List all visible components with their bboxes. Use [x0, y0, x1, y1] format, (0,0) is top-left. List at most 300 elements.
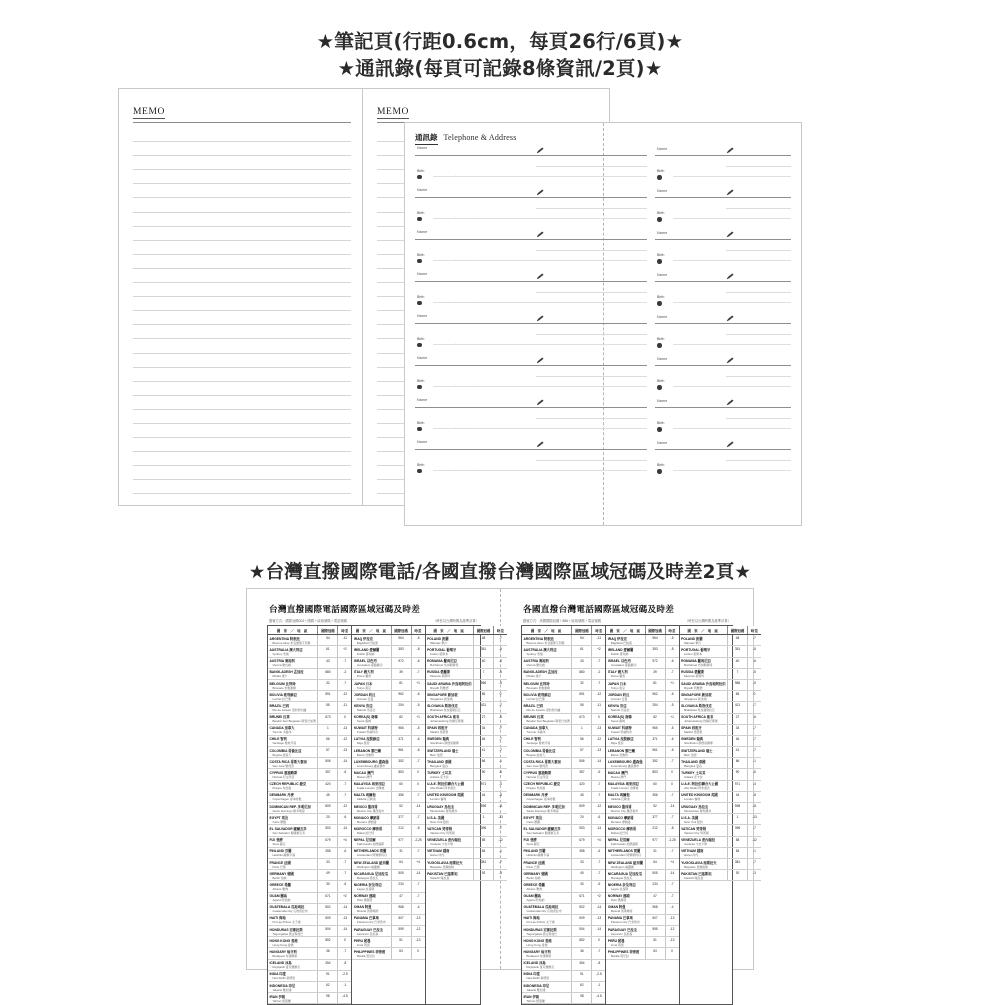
- country-name: GUATEMALA 瓜地馬拉: [523, 905, 559, 910]
- country-name: INDIA 印度: [269, 972, 286, 977]
- time-difference: -7: [411, 669, 425, 679]
- telephone-right-note-timebase: （時差以台灣時間為基準計算）: [684, 619, 731, 623]
- address-birth-row[interactable]: [415, 293, 647, 313]
- country-name: PORTUGAL 葡萄牙: [427, 647, 457, 652]
- city-name: Brussels 布魯塞爾: [272, 685, 296, 690]
- telephone-table-row: [426, 702, 507, 713]
- header-country: 國 家 ／ 地 區: [609, 628, 642, 633]
- address-name-row[interactable]: [655, 397, 791, 408]
- telephone-table-row: [268, 635, 351, 646]
- memo-line[interactable]: [133, 283, 351, 297]
- country-name: ISRAEL 以色列: [607, 659, 631, 664]
- address-birth-row[interactable]: [415, 461, 647, 481]
- country-code: 40: [727, 658, 747, 668]
- address-name-row[interactable]: [415, 397, 647, 408]
- country-cell: [352, 658, 390, 668]
- country-name: NIGERIA 奈及利亞: [353, 882, 382, 887]
- memo-title-rule: [133, 122, 351, 123]
- address-detail-line[interactable]: [536, 198, 647, 209]
- address-name-row[interactable]: [415, 439, 647, 450]
- telephone-table-row: [606, 937, 678, 948]
- city-name: Seoul 漢城: [356, 719, 371, 724]
- time-difference: 0: [337, 714, 351, 724]
- country-cell: [352, 736, 390, 746]
- memo-line[interactable]: [133, 368, 351, 382]
- time-difference: -7: [665, 814, 679, 824]
- telephone-table-row: [352, 948, 424, 959]
- date-separator: .: [477, 424, 479, 429]
- telephone-table-row: [352, 870, 424, 881]
- country-name: PHILIPPINES 菲律賓: [353, 950, 386, 955]
- city-name: Santo Domingo 聖多明哥: [272, 808, 305, 813]
- city-name: New York 紐約: [684, 819, 703, 824]
- address-birth-line[interactable]: [433, 386, 647, 387]
- memo-line[interactable]: [133, 424, 351, 438]
- country-code: 507: [391, 915, 411, 925]
- telephone-table-row: [352, 848, 424, 859]
- country-cell: [268, 848, 317, 858]
- country-code: 91: [317, 971, 337, 981]
- address-birth-row[interactable]: [655, 209, 791, 229]
- country-cell: [522, 915, 571, 925]
- time-difference: -7: [411, 881, 425, 891]
- country-cell: [352, 669, 390, 679]
- memo-line[interactable]: [133, 452, 351, 466]
- country-cell: [268, 714, 317, 724]
- country-code: 66: [473, 758, 493, 768]
- memo-line[interactable]: [133, 382, 351, 396]
- address-name-row[interactable]: [655, 313, 791, 324]
- country-cell: [522, 658, 571, 668]
- memo-line[interactable]: [133, 255, 351, 269]
- time-difference: -2.5: [337, 971, 351, 981]
- country-cell: [606, 881, 644, 891]
- memo-line[interactable]: [133, 227, 351, 241]
- telephone-left-note-dial: 撥號方式：國際冠碼002＋國碼＋區域號碼＋電話號碼: [269, 619, 348, 623]
- address-birth-line[interactable]: [673, 386, 791, 387]
- time-difference: -6: [591, 848, 605, 858]
- city-name: Belgrade 貝爾格勒: [430, 864, 454, 869]
- address-entry: [415, 229, 647, 271]
- telephone-right-title: 各國直撥台灣電話國際區域冠碼及時差: [523, 605, 675, 615]
- country-cell: [606, 948, 644, 958]
- city-name: Lagos 拉哥斯: [610, 886, 629, 891]
- country-code: 421: [727, 702, 747, 712]
- country-cell: [522, 736, 571, 746]
- country-cell: [352, 814, 390, 824]
- country-code: 48: [727, 635, 747, 645]
- city-name: Reykjavik 雷克雅維克: [272, 965, 301, 970]
- country-name: PORTUGAL 葡萄牙: [681, 647, 711, 652]
- address-entry: [655, 355, 791, 397]
- time-difference: -13: [747, 814, 761, 824]
- cake-icon: [417, 217, 422, 222]
- telephone-table-row: [268, 736, 351, 747]
- country-name: HAITI 海地: [523, 916, 540, 921]
- country-name: SWITZERLAND 瑞士: [681, 748, 713, 753]
- country-cell: [522, 837, 571, 847]
- country-cell: [680, 680, 727, 690]
- city-name: New Delhi 新德里: [272, 976, 296, 981]
- country-cell: [426, 803, 473, 813]
- city-name: Budapest 布達佩斯: [526, 954, 552, 959]
- address-birth-line[interactable]: [433, 428, 647, 429]
- address-entry: [655, 229, 791, 271]
- address-detail-line[interactable]: [536, 240, 647, 251]
- country-code: 58: [727, 837, 747, 847]
- address-detail-line[interactable]: [536, 408, 647, 419]
- city-name: Suva 蘇瓦: [526, 842, 540, 847]
- telephone-table-row: [352, 702, 424, 713]
- address-name-row[interactable]: [415, 187, 647, 198]
- country-code: 507: [645, 915, 665, 925]
- country-name: SOUTH AFRICA 南非: [681, 715, 714, 720]
- memo-line[interactable]: [133, 480, 351, 494]
- city-name: Kuala Lumpur 吉隆坡: [610, 786, 639, 791]
- address-birth-row[interactable]: [415, 251, 647, 271]
- telephone-table-row: [680, 725, 761, 736]
- address-birth-row[interactable]: [415, 209, 647, 229]
- country-name: U.S.A. 美國: [427, 815, 445, 820]
- country-name: BELGIUM 比利時: [523, 681, 550, 686]
- city-name: Luxembourg 盧森堡市: [610, 763, 640, 768]
- city-name: Stockholm 斯德哥爾摩: [430, 741, 459, 746]
- address-birth-row[interactable]: [655, 377, 791, 397]
- telephone-table-row: [522, 825, 605, 836]
- country-code: 356: [645, 792, 665, 802]
- country-cell: [352, 926, 390, 936]
- city-name: Santo Domingo 聖多明哥: [526, 808, 559, 813]
- address-birth-line[interactable]: [433, 260, 647, 261]
- time-difference: -4.5: [591, 993, 605, 1003]
- address-title-cn: 通訊錄: [415, 132, 438, 145]
- telephone-right-table: [521, 625, 759, 1005]
- country-code: 64: [645, 859, 665, 869]
- memo-line[interactable]: [133, 170, 351, 184]
- country-name: EL SALVADOR 薩爾瓦多: [523, 826, 561, 831]
- city-name: Nairobi 奈洛比: [610, 707, 630, 712]
- cake-icon: [657, 301, 662, 306]
- country-cell: [268, 859, 317, 869]
- address-name-row[interactable]: [655, 145, 791, 156]
- city-name: Valletta 瓦勒他: [356, 797, 376, 802]
- address-detail-line[interactable]: [536, 450, 647, 461]
- memo-line[interactable]: [133, 142, 351, 156]
- telephone-table-row: [606, 904, 678, 915]
- address-birth-row[interactable]: [655, 167, 791, 187]
- address-detail-line[interactable]: [726, 240, 791, 251]
- memo-title: MEMO: [133, 107, 165, 117]
- date-separator: .: [477, 298, 479, 303]
- address-entry: [415, 439, 647, 481]
- country-cell: [352, 848, 390, 858]
- time-difference: -8: [747, 646, 761, 656]
- memo-line[interactable]: [133, 297, 351, 311]
- address-detail-line[interactable]: [536, 282, 647, 293]
- header-code: 國際冠碼: [473, 626, 493, 634]
- country-name: THAILAND 泰國: [681, 759, 706, 764]
- address-name-row[interactable]: [655, 271, 791, 282]
- telephone-table-row: [680, 658, 761, 669]
- country-name: JAPAN 日本: [607, 681, 627, 686]
- telephone-table-row: [606, 926, 678, 937]
- time-difference: -7: [411, 893, 425, 903]
- country-code: 51: [645, 937, 665, 947]
- pen-icon: [726, 147, 735, 154]
- memo-line[interactable]: [133, 311, 351, 325]
- address-birth-line[interactable]: [433, 344, 647, 345]
- time-difference: -12: [337, 803, 351, 813]
- address-name-row[interactable]: [415, 355, 647, 366]
- country-code: 965: [645, 725, 665, 735]
- country-cell: [522, 848, 571, 858]
- city-name: Rome 羅馬: [356, 674, 372, 679]
- telephone-table-row: [522, 948, 605, 959]
- country-cell: [606, 702, 644, 712]
- country-cell: [680, 635, 727, 645]
- date-separator: .: [695, 424, 697, 430]
- address-name-row[interactable]: [415, 271, 647, 282]
- address-name-row[interactable]: [415, 145, 647, 156]
- country-cell: [606, 736, 644, 746]
- time-difference: -6: [591, 814, 605, 824]
- country-name: IRAQ 伊拉克: [353, 636, 373, 641]
- address-birth-line[interactable]: [673, 470, 791, 471]
- date-separator: .: [455, 466, 457, 471]
- address-name-row[interactable]: [655, 187, 791, 198]
- country-cell: [522, 926, 571, 936]
- country-name: FRANCE 法國: [523, 860, 545, 865]
- memo-line[interactable]: [133, 339, 351, 353]
- telephone-table-row: [268, 937, 351, 948]
- country-code: 61: [317, 646, 337, 656]
- telephone-table-row: [426, 714, 507, 725]
- pen-icon: [536, 315, 545, 322]
- country-code: 90: [727, 769, 747, 779]
- country-cell: [680, 658, 727, 668]
- time-difference: -5: [411, 725, 425, 735]
- country-cell: [268, 702, 317, 712]
- address-name-label: Name: [417, 314, 428, 318]
- country-code: 354: [571, 960, 591, 970]
- address-name-row[interactable]: [415, 229, 647, 240]
- date-separator: .: [695, 466, 697, 472]
- country-code: 965: [391, 725, 411, 735]
- address-birth-line[interactable]: [673, 344, 791, 345]
- country-cell: [426, 658, 473, 668]
- address-detail-line[interactable]: [536, 156, 647, 167]
- address-detail-line[interactable]: [726, 450, 791, 461]
- address-name-row[interactable]: [655, 355, 791, 366]
- city-name: Hong Kong 香港: [526, 942, 548, 947]
- time-difference: -11: [493, 803, 507, 813]
- country-code: 40: [473, 658, 493, 668]
- telephone-table-row: [352, 803, 424, 814]
- telephone-table-row: [352, 769, 424, 780]
- country-name: FINLAND 芬蘭: [523, 849, 546, 854]
- city-name: Jerusalem 耶路撒冷: [610, 663, 637, 668]
- address-birth-line[interactable]: [433, 302, 647, 303]
- city-name: Caracas 卡拉卡斯: [430, 842, 454, 847]
- address-entry-list-left: [415, 145, 647, 481]
- address-detail-line[interactable]: [536, 324, 647, 335]
- country-cell: [680, 848, 727, 858]
- country-name: BRUNEI 汶萊: [269, 715, 290, 720]
- address-birth-row[interactable]: [415, 377, 647, 397]
- telephone-table-row: [680, 792, 761, 803]
- address-detail-line[interactable]: [726, 198, 791, 209]
- telephone-table-row: [268, 803, 351, 814]
- telephone-table-row: [522, 803, 605, 814]
- address-birth-line[interactable]: [673, 176, 791, 177]
- address-detail-line[interactable]: [726, 282, 791, 293]
- address-birth-row[interactable]: [655, 293, 791, 313]
- telephone-table-row: [522, 937, 605, 948]
- telephone-table-row: [606, 646, 678, 657]
- country-code: 34: [473, 725, 493, 735]
- memo-line[interactable]: [133, 396, 351, 410]
- memo-line[interactable]: [133, 354, 351, 368]
- telephone-page-right: [501, 589, 759, 1003]
- country-code: 1: [571, 725, 591, 735]
- time-difference: -8: [411, 646, 425, 656]
- country-code: 36: [317, 948, 337, 958]
- country-cell: [268, 825, 317, 835]
- memo-line[interactable]: [133, 466, 351, 480]
- country-code: 353: [645, 646, 665, 656]
- memo-line[interactable]: [133, 241, 351, 255]
- address-name-row[interactable]: [655, 439, 791, 450]
- address-birth-row[interactable]: [415, 419, 647, 439]
- country-name: IRELAND 愛爾蘭: [353, 647, 380, 652]
- memo-line[interactable]: [133, 410, 351, 424]
- city-name: Nicosia 尼古西亞: [526, 775, 549, 780]
- telephone-table-row: [352, 915, 424, 926]
- address-detail-line[interactable]: [726, 324, 791, 335]
- time-difference: -7: [747, 702, 761, 712]
- header-country: 國 家 ／ 地 區: [433, 628, 466, 633]
- memo-line[interactable]: [133, 325, 351, 339]
- cake-icon: [417, 343, 422, 348]
- address-detail-line[interactable]: [536, 366, 647, 377]
- header-code: 國際冠碼: [391, 626, 411, 634]
- country-code: 27: [727, 714, 747, 724]
- country-cell: [352, 747, 390, 757]
- city-name: Nairobi 奈洛比: [356, 707, 376, 712]
- country-code: 503: [317, 825, 337, 835]
- country-name: THAILAND 泰國: [427, 759, 452, 764]
- telephone-table-row: [352, 747, 424, 758]
- address-detail-line[interactable]: [726, 156, 791, 167]
- country-code: 381: [727, 859, 747, 869]
- time-difference: -7: [591, 781, 605, 791]
- memo-line[interactable]: [133, 269, 351, 283]
- time-difference: -14: [337, 904, 351, 914]
- country-cell: [522, 971, 571, 981]
- country-cell: [426, 714, 473, 724]
- telephone-table-row: [352, 635, 424, 646]
- country-cell: [268, 870, 317, 880]
- country-cell: [268, 646, 317, 656]
- address-detail-line[interactable]: [726, 366, 791, 377]
- country-name: MALTA 馬爾他: [607, 793, 630, 798]
- address-birth-line[interactable]: [433, 470, 647, 471]
- city-name: Jakarta 雅加達: [272, 987, 292, 992]
- address-birth-line[interactable]: [673, 218, 791, 219]
- address-birth-row[interactable]: [655, 419, 791, 439]
- address-birth-row[interactable]: [415, 335, 647, 355]
- memo-line[interactable]: [133, 184, 351, 198]
- telephone-table-row: [268, 691, 351, 702]
- country-name: PAKISTAN 巴基斯坦: [681, 871, 712, 876]
- address-birth-row[interactable]: [655, 251, 791, 271]
- telephone-table-row: [680, 814, 761, 825]
- address-birth-row[interactable]: [655, 335, 791, 355]
- country-name: IRELAND 愛爾蘭: [607, 647, 634, 652]
- telephone-column-header: [268, 626, 351, 635]
- address-birth-row[interactable]: [415, 167, 647, 187]
- address-name-label: Name: [417, 272, 428, 276]
- country-cell: [606, 825, 644, 835]
- memo-line[interactable]: [133, 128, 351, 142]
- time-difference: -5: [411, 635, 425, 645]
- telephone-table-row: [352, 926, 424, 937]
- memo-line[interactable]: [133, 156, 351, 170]
- telephone-column-group: [680, 626, 761, 1004]
- city-name: Muscat 馬斯喀特: [610, 909, 633, 914]
- address-birth-row[interactable]: [655, 461, 791, 481]
- address-birth-line[interactable]: [673, 260, 791, 261]
- country-name: ROMANIA 羅馬尼亞: [681, 659, 711, 664]
- telephone-right-notes: [523, 618, 731, 623]
- address-birth-line[interactable]: [433, 176, 647, 177]
- country-name: VATICAN 梵蒂岡: [681, 826, 707, 831]
- memo-line[interactable]: [133, 438, 351, 452]
- telephone-table-row: [426, 814, 507, 825]
- country-name: UNITED KINGDOM 英國: [427, 793, 464, 798]
- country-code: 55: [571, 702, 591, 712]
- country-cell: [426, 837, 473, 847]
- country-code: 502: [317, 904, 337, 914]
- date-separator: .: [455, 298, 457, 303]
- address-birth-line[interactable]: [433, 218, 647, 219]
- address-detail-line[interactable]: [726, 408, 791, 419]
- address-birth-line[interactable]: [673, 428, 791, 429]
- address-name-row[interactable]: [415, 313, 647, 324]
- telephone-table-row: [606, 803, 678, 814]
- address-name-row[interactable]: [655, 229, 791, 240]
- date-separator: .: [455, 172, 457, 177]
- date-separator: .: [695, 256, 697, 262]
- city-name: Managua 馬拉瓜: [356, 875, 379, 880]
- country-code: 880: [571, 669, 591, 679]
- city-name: Valletta 瓦勒他: [610, 797, 630, 802]
- country-name: HUNGARY 匈牙利: [269, 950, 297, 955]
- country-code: 972: [391, 658, 411, 668]
- address-birth-line[interactable]: [673, 302, 791, 303]
- time-difference: -7: [747, 635, 761, 645]
- telephone-table-row: [522, 982, 605, 993]
- memo-line[interactable]: [133, 213, 351, 227]
- country-name: KENYA 肯亞: [353, 703, 373, 708]
- city-name: Dublin 都柏林: [610, 651, 629, 656]
- address-entry: [415, 145, 647, 187]
- memo-line[interactable]: [133, 198, 351, 212]
- address-page-right: [655, 123, 791, 525]
- country-name: ICELAND 冰島: [523, 961, 546, 966]
- telephone-table-row: [426, 725, 507, 736]
- telephone-table-row: [680, 669, 761, 680]
